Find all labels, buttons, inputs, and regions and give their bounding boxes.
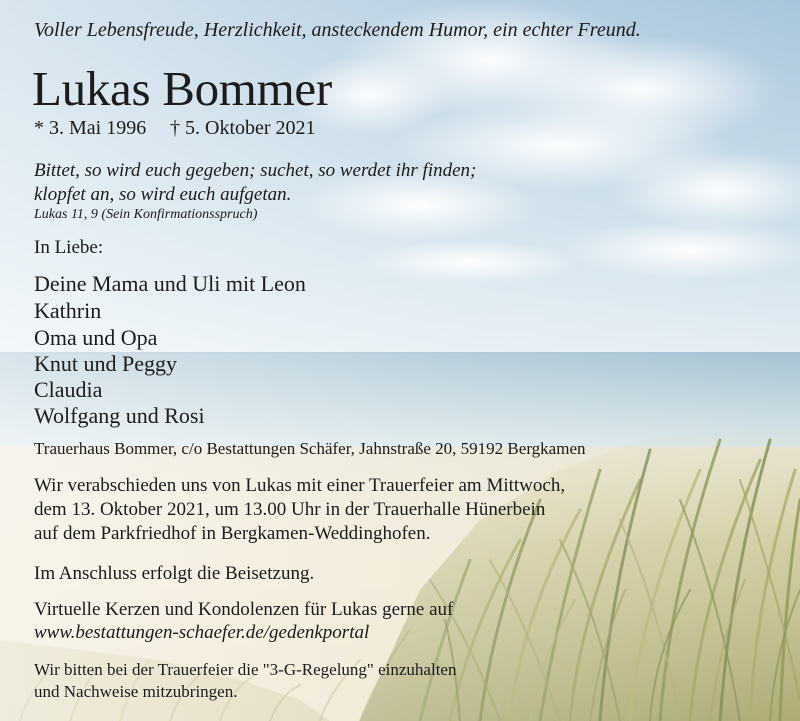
death-date: † 5. Oktober 2021 (170, 117, 316, 139)
verse-source: Lukas 11, 9 (Sein Konfirmationsspruch) (34, 207, 258, 222)
ceremony-line-3: auf dem Parkfriedhof in Bergkamen-Weddinghofen. (34, 523, 431, 544)
burial-note: Im Anschluss erfolgt die Beisetzung. (34, 563, 315, 584)
mourner-name: Knut und Peggy (34, 351, 177, 376)
mourning-address: Trauerhaus Bommer, c/o Bestattungen Schäfer, Jahnstraße 20, 59192 Bergkamen (34, 439, 586, 458)
condolence-link[interactable]: www.bestattungen-schaefer.de/gedenkportal (34, 622, 370, 643)
ceremony-line-2: dem 13. Oktober 2021, um 13.00 Uhr in der Trauerhalle Hünerbein (34, 499, 546, 520)
mourner-name: Deine Mama und Uli mit Leon (34, 271, 306, 296)
motto: Voller Lebensfreude, Herzlichkeit, ansteckendem Humor, ein echter Freund. (34, 19, 641, 41)
mourner-name: Claudia (34, 377, 103, 402)
mourner-name: Wolfgang und Rosi (34, 403, 205, 428)
mourner-name: Oma und Opa (34, 325, 158, 350)
notice-line-1: Wir bitten bei der Trauerfeier die "3-G-Regelung" einzuhalten (34, 660, 457, 679)
deceased-name: Lukas Bommer (32, 61, 332, 116)
notice-line-2: und Nachweise mitzubringen. (34, 682, 238, 701)
mourners-intro: In Liebe: (34, 237, 104, 258)
ceremony-line-1: Wir verabschieden uns von Lukas mit einer Trauerfeier am Mittwoch, (34, 475, 566, 496)
condolence-text: Virtuelle Kerzen und Kondolenzen für Lukas gerne auf (34, 599, 454, 620)
verse-line-1: Bittet, so wird euch gegeben; suchet, so werdet ihr finden; (34, 160, 477, 181)
verse-line-2: klopfet an, so wird euch aufgetan. (34, 184, 292, 205)
mourner-name: Kathrin (34, 298, 102, 323)
birth-date: * 3. Mai 1996 (34, 117, 147, 139)
